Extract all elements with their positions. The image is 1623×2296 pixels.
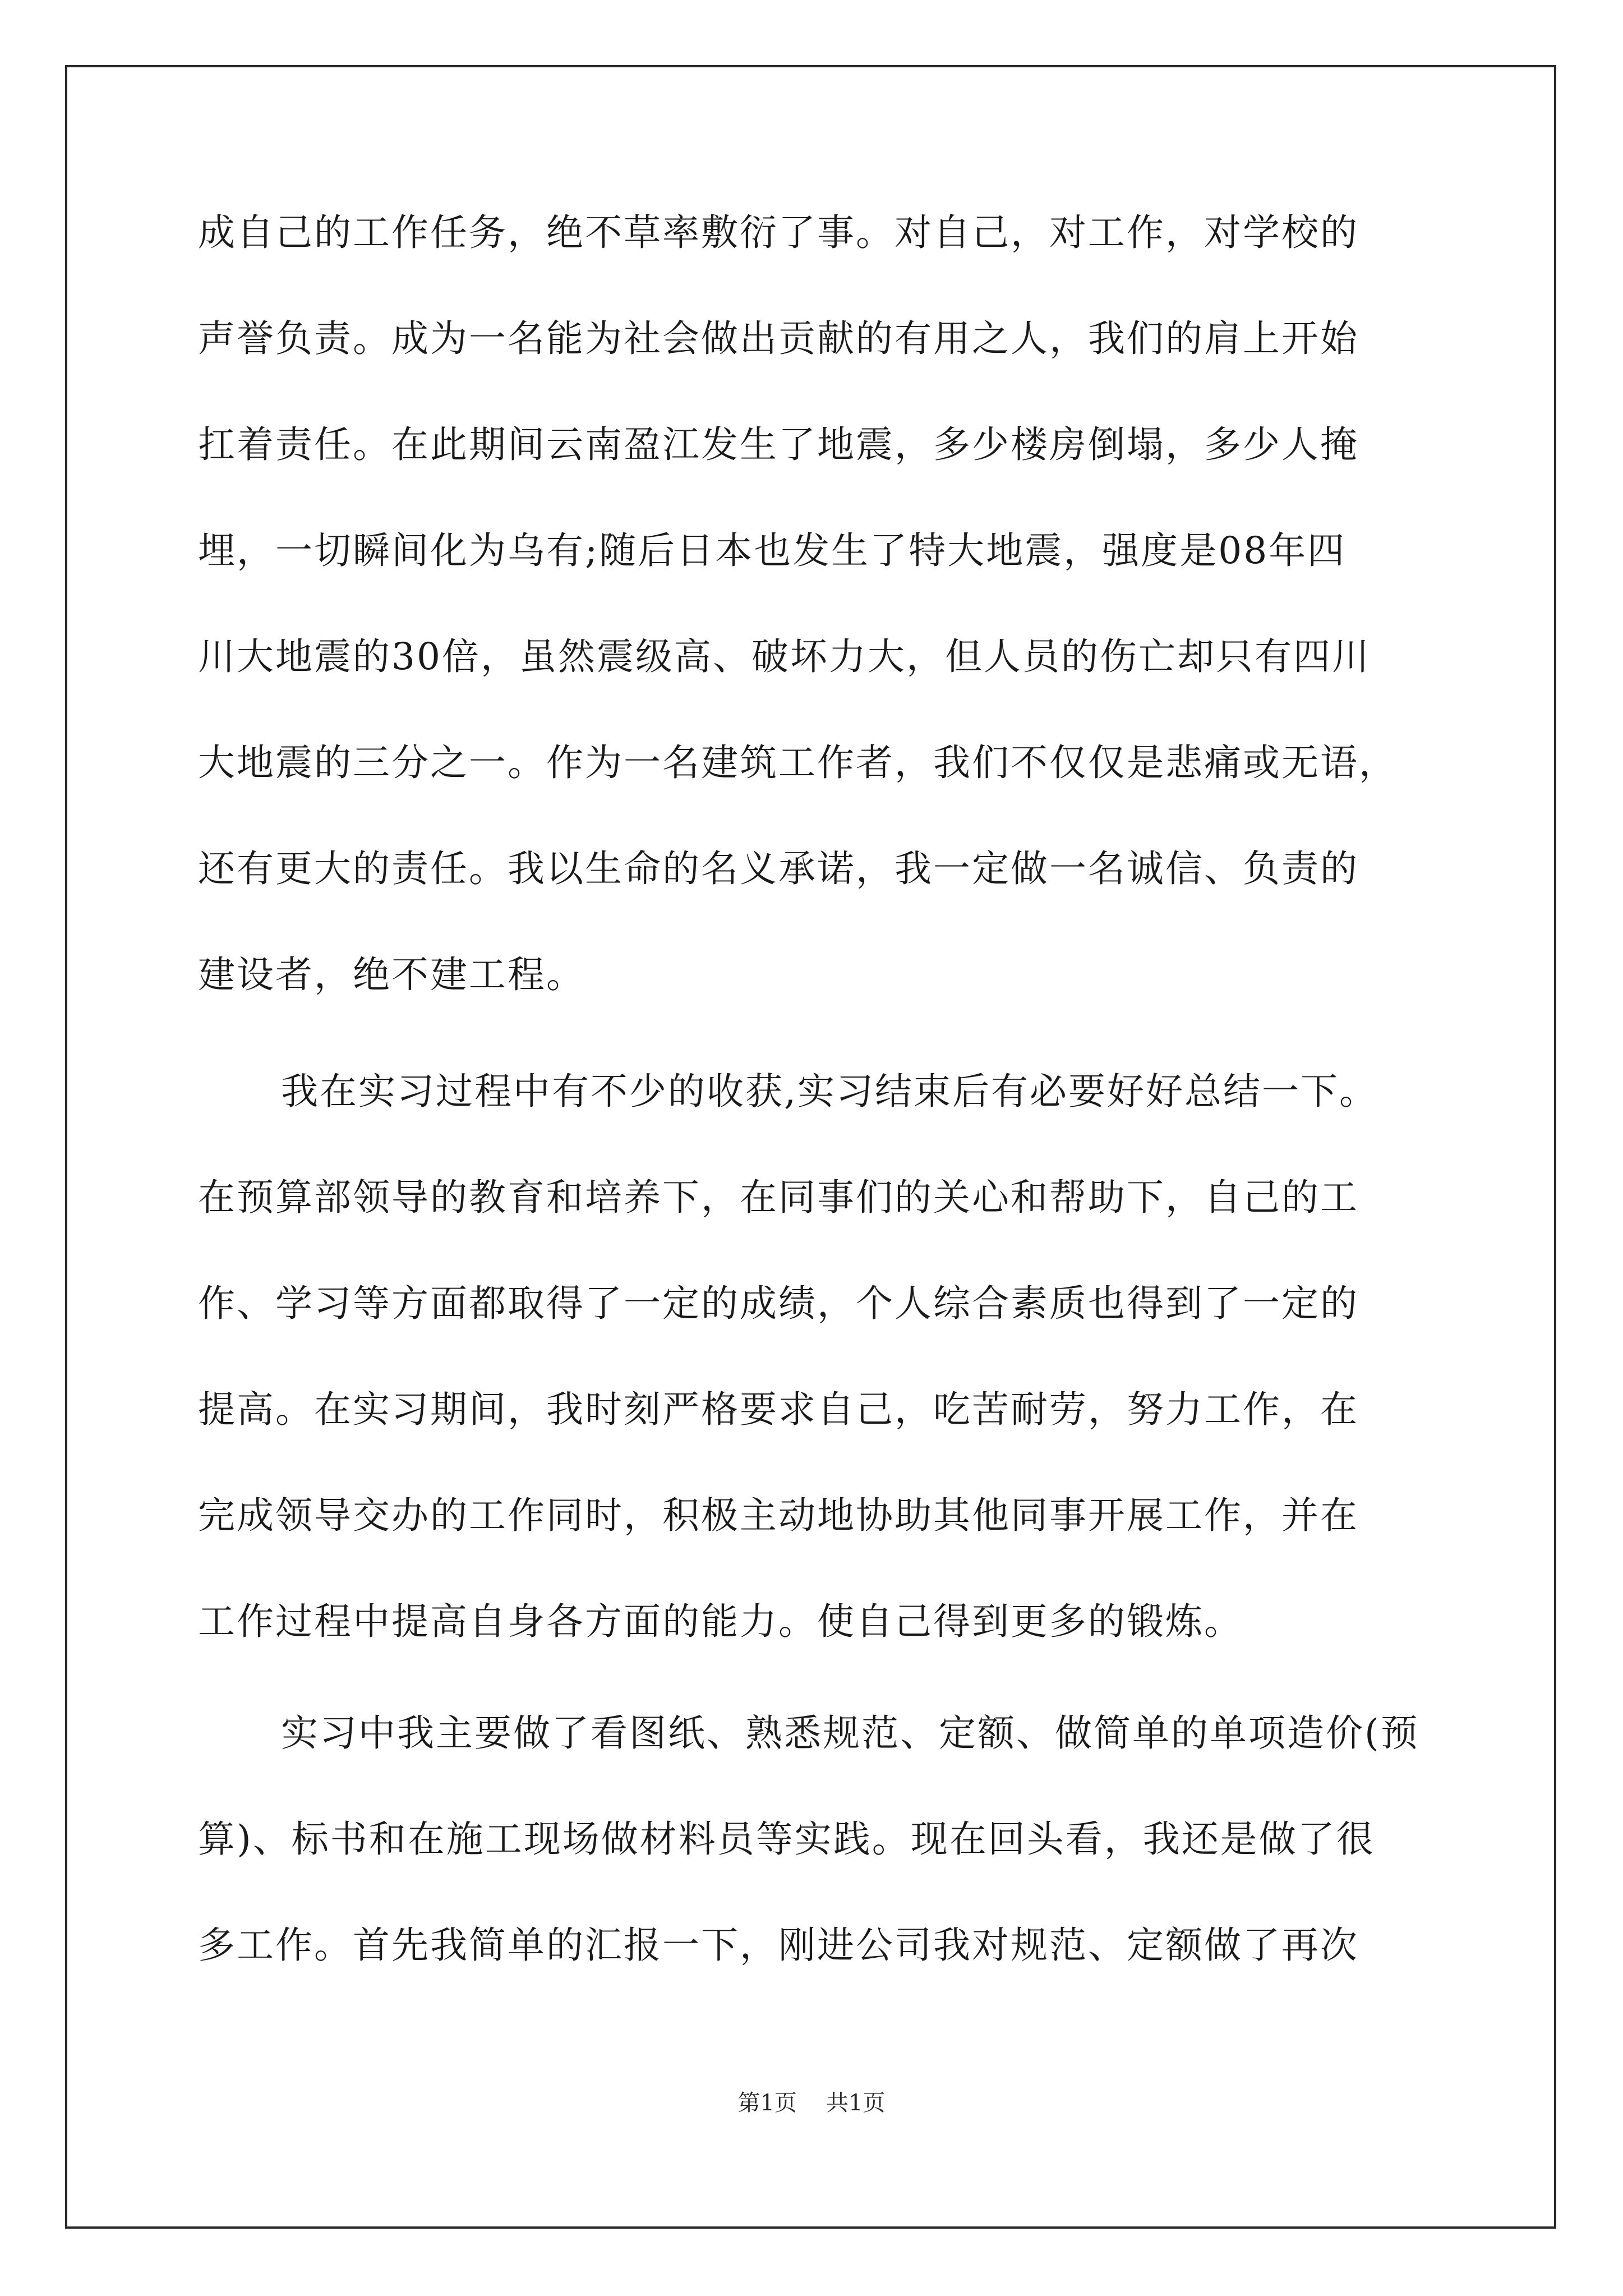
document-body <box>198 211 1437 2033</box>
body-line: 作、学习等方面都取得了一定的成绩，个人综合素质也得到了一定的 <box>198 1282 1359 1325</box>
page-number: 第1页 <box>737 2090 797 2116</box>
body-line: 大地震的三分之一。作为一名建筑工作者，我们不仅仅是悲痛或无语， <box>198 741 1398 784</box>
body-line: 还有更大的责任。我以生命的名义承诺，我一定做一名诚信、负责的 <box>198 847 1359 890</box>
body-line: 完成领导交办的工作同时，积极主动地协助其他同事开展工作，并在 <box>198 1494 1359 1537</box>
page-footer <box>0 2090 1623 2116</box>
body-line: 声誉负责。成为一名能为社会做出贡献的有用之人，我们的肩上开始 <box>198 317 1359 360</box>
body-line: 多工作。首先我简单的汇报一下，刚进公司我对规范、定额做了再次 <box>198 1924 1359 1967</box>
body-line: 建设者，绝不建工程。 <box>198 953 585 996</box>
body-line: 实习中我主要做了看图纸、熟悉规范、定额、做简单的单项造价(预 <box>281 1711 1419 1755</box>
body-line: 工作过程中提高自身各方面的能力。使自己得到更多的锻炼。 <box>198 1600 1243 1643</box>
body-line: 川大地震的30倍，虽然震级高、破坏力大，但人员的伤亡却只有四川 <box>198 635 1371 678</box>
body-line: 算)、标书和在施工现场做材料员等实践。现在回头看，我还是做了很 <box>198 1818 1375 1861</box>
body-line: 提高。在实习期间，我时刻严格要求自己，吃苦耐劳，努力工作，在 <box>198 1388 1359 1431</box>
body-line: 我在实习过程中有不少的收获,实习结束后有必要好好总结一下。 <box>281 1070 1378 1113</box>
body-line: 成自己的工作任务，绝不草率敷衍了事。对自己，对工作，对学校的 <box>198 211 1359 254</box>
body-line: 扛着责任。在此期间云南盈江发生了地震，多少楼房倒塌，多少人掩 <box>198 423 1359 466</box>
body-line: 埋，一切瞬间化为乌有;随后日本也发生了特大地震，强度是08年四 <box>198 529 1347 572</box>
page-total: 共1页 <box>826 2090 886 2116</box>
body-line: 在预算部领导的教育和培养下，在同事们的关心和帮助下，自己的工 <box>198 1176 1359 1219</box>
